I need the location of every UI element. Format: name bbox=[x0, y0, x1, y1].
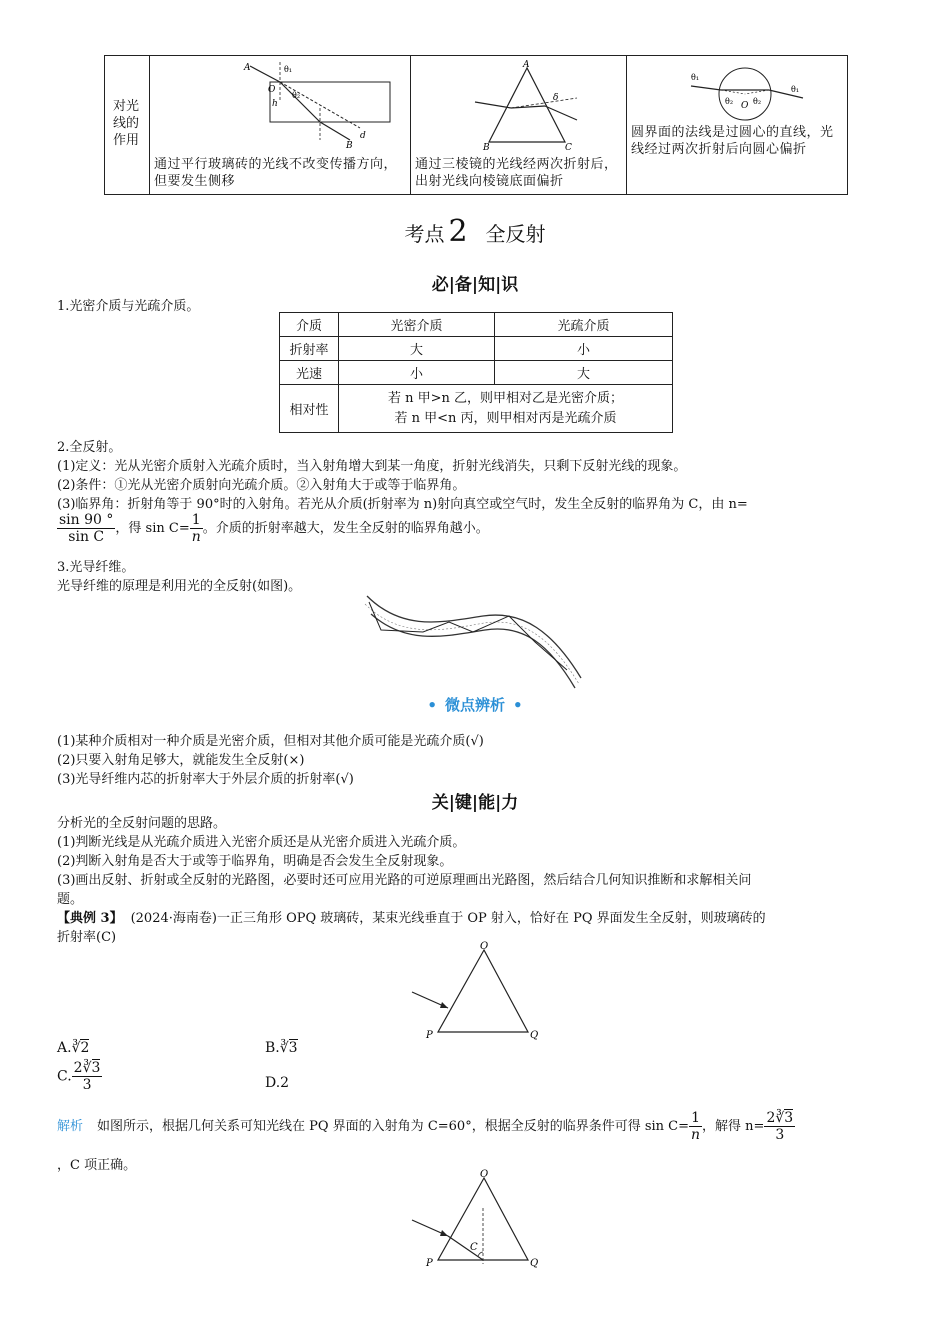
example-tag: 【典例 3】 bbox=[57, 911, 123, 926]
cell-prism bbox=[410, 56, 627, 194]
header-medium: 介质 bbox=[280, 313, 339, 337]
cube-root-icon: ∛ bbox=[71, 1040, 81, 1056]
option-c-numerator bbox=[72, 1060, 103, 1077]
section-title-pre: 考点 bbox=[404, 222, 445, 246]
key-ability-heading: 关|键|能|力 bbox=[431, 793, 519, 813]
fig-d-label: d bbox=[360, 131, 366, 141]
circle-figure bbox=[687, 62, 807, 124]
row-index-sparse: 小 bbox=[495, 337, 673, 361]
frac-1: 1 bbox=[190, 512, 203, 529]
tri1-q-label: Q bbox=[530, 1030, 539, 1040]
option-c-coef: 2 bbox=[73, 1060, 83, 1076]
fig-h-label: h bbox=[272, 99, 278, 109]
circle-theta2b-label: θ₂ bbox=[753, 97, 762, 106]
analysis-title: 分析光的全反射问题的思路。 bbox=[57, 816, 227, 831]
solution-label: 解析 bbox=[57, 1119, 84, 1134]
solution-frac2-den: 3 bbox=[775, 1127, 785, 1143]
cube-root-icon: ∛ bbox=[775, 1110, 785, 1126]
solution-text1: 如图所示，根据几何关系可知光线在 PQ 界面的入射角为 C=60°，根据全反射的临界条件可得 sin C= bbox=[97, 1119, 690, 1134]
comparison-table bbox=[104, 55, 848, 195]
solution-frac2-coef: 2 bbox=[766, 1110, 776, 1126]
step: (3)画出反射、折射或全反射的光路图，必要时还可应用光路的可逆原理画出光路图，然后结合几何知识推断和求解相关问 bbox=[57, 873, 752, 888]
tri2-p-label: P bbox=[426, 1258, 433, 1268]
prism-a-label: A bbox=[523, 60, 530, 70]
bullet-right-icon: • bbox=[513, 696, 523, 714]
triangle-solution-figure bbox=[408, 1168, 548, 1268]
step-tail: 题。 bbox=[57, 892, 84, 907]
fig-theta2-label: θ₂ bbox=[292, 91, 301, 100]
section-title bbox=[0, 214, 950, 249]
prism-c-label: C bbox=[565, 143, 572, 150]
option-c-rad: 3 bbox=[91, 1060, 101, 1076]
fig-b-label: B bbox=[346, 141, 353, 148]
fiber-figure bbox=[363, 592, 585, 692]
item1: 1.光密介质与光疏介质。 bbox=[57, 299, 200, 314]
circle-theta1-label: θ₁ bbox=[691, 73, 700, 82]
tri2-o-label: O bbox=[480, 1169, 489, 1180]
triangle-figure bbox=[408, 940, 548, 1040]
item3: 3.光导纤维。 bbox=[57, 560, 135, 575]
prism-figure bbox=[467, 58, 587, 150]
glass-slab-figure bbox=[210, 58, 410, 148]
section-title-post: 全反射 bbox=[485, 222, 546, 246]
option-a-value: 2 bbox=[80, 1040, 90, 1056]
frac-1-n bbox=[190, 512, 203, 545]
fig-a-label: A bbox=[244, 63, 251, 73]
row-relative-label: 相对性 bbox=[280, 385, 339, 433]
formula-mid: ，得 sin C= bbox=[115, 521, 190, 536]
must-know-heading: 必|备|知|识 bbox=[431, 275, 519, 295]
micro-analysis-heading bbox=[0, 694, 950, 715]
solution-frac2-num bbox=[764, 1110, 795, 1127]
critical-formula bbox=[57, 512, 489, 545]
cube-root-icon: ∛ bbox=[82, 1060, 92, 1076]
header-sparse: 光疏介质 bbox=[495, 313, 673, 337]
cell-glass-slab-text: 通过平行玻璃砖的光线不改变传播方向，但要发生侧移 bbox=[154, 157, 398, 189]
media-table bbox=[279, 312, 673, 433]
prism-b-label: B bbox=[483, 143, 490, 150]
circle-theta2-label: θ₂ bbox=[725, 97, 734, 106]
tri2-q-label: Q bbox=[530, 1258, 539, 1268]
condition: (2)条件：①光从光密介质射向光疏介质。②入射角大于或等于临界角。 bbox=[57, 478, 466, 493]
solution-frac1-num: 1 bbox=[689, 1110, 702, 1127]
prism-delta-label: δ bbox=[553, 93, 559, 103]
cell-glass-slab bbox=[149, 56, 411, 194]
option-d[interactable]: D.2 bbox=[265, 1075, 290, 1091]
fig-theta1-label: θ₁ bbox=[284, 65, 293, 74]
cell-prism-text: 通过三棱镜的光线经两次折射后，出射光线向棱镜底面偏折 bbox=[415, 157, 618, 189]
item2: 2.全反射。 bbox=[57, 440, 122, 455]
row-speed-sparse: 大 bbox=[495, 361, 673, 385]
relative-line2: 若 n 甲<n 丙，则甲相对丙是光疏介质 bbox=[394, 410, 617, 426]
option-a[interactable] bbox=[57, 1040, 89, 1056]
solution-line bbox=[57, 1110, 795, 1143]
formula-tail: 。介质的折射率越大，发生全反射的临界角越小。 bbox=[202, 521, 489, 536]
tri2-c-label: C bbox=[470, 1242, 478, 1253]
solution-frac1 bbox=[689, 1110, 702, 1143]
option-b-label: B. bbox=[265, 1040, 280, 1056]
option-c[interactable] bbox=[57, 1060, 102, 1093]
frac-sin90: sin 90 ° bbox=[59, 512, 114, 528]
option-c-label: C. bbox=[57, 1068, 72, 1085]
fig-o-label: O bbox=[268, 85, 276, 95]
row-label-text: 对光线的作用 bbox=[113, 99, 140, 148]
tri1-p-label: P bbox=[426, 1030, 433, 1040]
option-b-value: 3 bbox=[288, 1040, 298, 1056]
option-b[interactable] bbox=[265, 1040, 298, 1056]
micro-analysis-title: 微点辨析 bbox=[444, 696, 505, 714]
circle-theta1b-label: θ₁ bbox=[791, 85, 800, 94]
row-speed-dense: 小 bbox=[339, 361, 495, 385]
solution-frac2 bbox=[764, 1110, 795, 1143]
cell-circle-text: 圆界面的法线是过圆心的直线，光线经过两次折射后向圆心偏折 bbox=[631, 125, 834, 157]
circle-o-label: O bbox=[741, 101, 749, 111]
micro-item: (1)某种介质相对一种介质是光密介质，但相对其他介质可能是光疏介质(√) bbox=[57, 734, 484, 749]
cube-root-icon: ∛ bbox=[279, 1040, 289, 1056]
bullet-left-icon: • bbox=[427, 696, 437, 714]
row-speed-label: 光速 bbox=[280, 361, 339, 385]
example-question: (2024·海南卷)一正三角形 OPQ 玻璃砖，某束光线垂直于 OP 射入，恰好在 PQ 界面发生全反射，则玻璃砖的 bbox=[130, 911, 766, 926]
option-c-frac bbox=[72, 1060, 103, 1093]
fiber-text: 光导纤维的原理是利用光的全反射(如图)。 bbox=[57, 579, 302, 594]
micro-item: (2)只要入射角足够大，就能发生全反射(×) bbox=[57, 753, 305, 768]
row-index-label: 折射率 bbox=[280, 337, 339, 361]
cell-circle bbox=[626, 56, 848, 194]
header-dense: 光密介质 bbox=[339, 313, 495, 337]
solution-text2: ，解得 n= bbox=[702, 1119, 765, 1134]
row-label bbox=[105, 56, 149, 194]
solution-tail: ，C 项正确。 bbox=[57, 1158, 137, 1173]
row-relative-content bbox=[339, 385, 673, 433]
micro-item: (3)光导纤维内芯的折射率大于外层介质的折射率(√) bbox=[57, 772, 354, 787]
step: (2)判断入射角是否大于或等于临界角，明确是否会发生全反射现象。 bbox=[57, 854, 453, 869]
step: (1)判断光线是从光疏介质进入光密介质还是从光密介质进入光疏介质。 bbox=[57, 835, 466, 850]
example-line1 bbox=[57, 907, 766, 926]
tri1-o-label: O bbox=[480, 941, 489, 952]
solution-frac1-den: n bbox=[691, 1127, 701, 1143]
definition: (1)定义：光从光密介质射入光疏介质时，当入射角增大到某一角度，折射光线消失，只剩下反射光线的现象。 bbox=[57, 459, 687, 474]
example-line2: 折射率(C) bbox=[57, 930, 117, 945]
relative-line1: 若 n 甲>n 乙，则甲相对乙是光密介质； bbox=[387, 390, 624, 406]
frac-n: n bbox=[191, 529, 201, 545]
critical-angle: (3)临界角：折射角等于 90°时的入射角。若光从介质(折射率为 n)射向真空或空气时，发生全反射的临界角为 C，由 n= bbox=[57, 497, 748, 512]
row-index-dense: 大 bbox=[339, 337, 495, 361]
frac-sin90-sinc bbox=[57, 512, 115, 545]
section-title-num: 2 bbox=[448, 214, 468, 249]
frac-sinc: sin C bbox=[68, 529, 105, 545]
option-c-denominator: 3 bbox=[82, 1077, 92, 1093]
option-a-label: A. bbox=[57, 1040, 72, 1056]
solution-frac2-rad: 3 bbox=[784, 1110, 794, 1126]
